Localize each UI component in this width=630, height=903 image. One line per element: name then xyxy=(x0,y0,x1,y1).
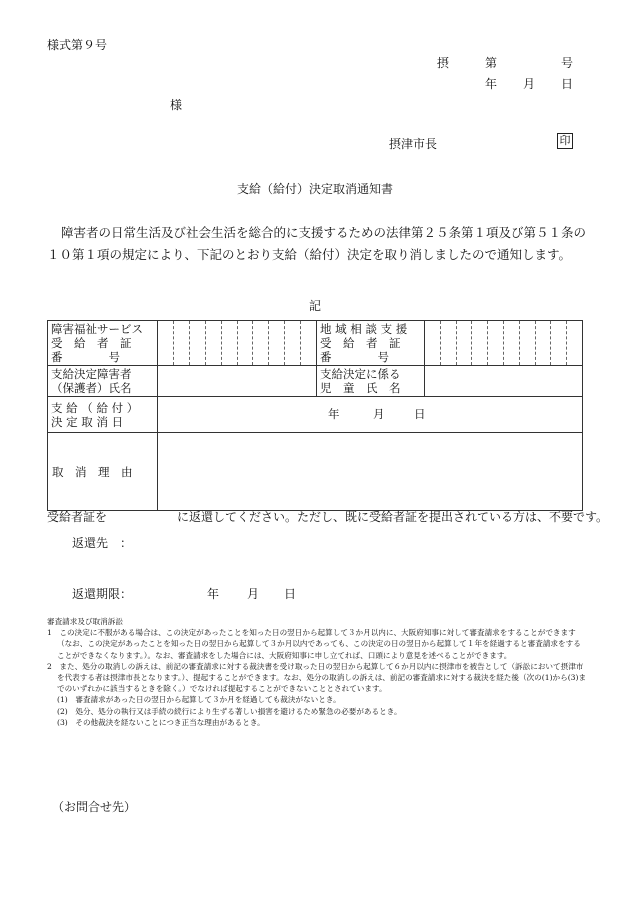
label-line: 支 給 （ 給 付 ） xyxy=(51,400,139,415)
body-line-2: １０第１項の規定により、下記のとおり支給（給付）決定を取り消しましたので通知します。 xyxy=(47,247,572,262)
deadline-day: 日 xyxy=(284,587,297,601)
label-line: 障害福祉サービス xyxy=(51,322,143,336)
regional-support-certificate-number-field[interactable] xyxy=(425,321,583,366)
cancel-month: 月 xyxy=(373,407,385,421)
cancel-reason-field[interactable] xyxy=(158,433,583,511)
cancel-date-label xyxy=(48,397,158,433)
return-note-part2: に返還してください。ただし、既に受給者証を提出されている方は、不要です。 xyxy=(177,510,609,524)
regional-support-certificate-label xyxy=(317,321,425,366)
return-destination: 返還先 ： xyxy=(72,536,133,550)
form-number: 様式第９号 xyxy=(47,38,108,52)
label-line: 受 給 者 証 xyxy=(51,336,132,350)
deadline-year: 年 xyxy=(207,587,220,601)
notice-sub-1: (1) 審査請求があった日の翌日から起算して３か月を経過しても裁決がないとき。 xyxy=(57,695,341,705)
label-line: （保護者）氏名 xyxy=(51,381,132,395)
guardian-name-label xyxy=(48,366,158,397)
cancel-date-field[interactable] xyxy=(158,397,583,433)
label-line: 地 域 相 談 支 援 xyxy=(320,322,408,336)
issue-date-line xyxy=(485,75,575,89)
label-line: 番 号 xyxy=(51,350,120,364)
notice-sub-3: (3) その他裁決を経ないことにつき正当な理由があるとき。 xyxy=(57,717,265,727)
return-deadline-label: 返還期限： xyxy=(72,587,133,601)
label-line: 児 童 氏 名 xyxy=(320,381,401,395)
cancel-day: 日 xyxy=(414,407,426,421)
body-paragraph xyxy=(47,222,587,266)
ki-heading: 記 xyxy=(308,299,321,313)
child-name-field[interactable] xyxy=(425,366,583,397)
return-note-part1: 受給者証を xyxy=(47,510,108,524)
doc-go: 号 xyxy=(561,56,574,70)
issue-day: 日 xyxy=(561,77,574,91)
issue-year: 年 xyxy=(485,77,498,91)
label-line: 支給決定障害者 xyxy=(51,367,132,381)
table-row-reason xyxy=(48,433,583,511)
body-line-1: 障害者の日常生活及び社会生活を総合的に支援するための法律第２５条第１項及び第５１条の xyxy=(61,225,587,240)
table-row-certificate xyxy=(48,321,583,366)
document-title: 支給（給付）決定取消通知書 xyxy=(236,182,393,196)
cancel-reason-label xyxy=(48,433,158,511)
notice-item-2: 2 また、処分の取消しの訴えは、前記の審査請求に対する裁決書を受け取った日の翌日から起算して６か月以内に摂津市を被告として（訴訟において摂津市を代表する者は摂津市長となります。）、提起することができます。なお、処分の取消しの訴えは、前記の審査請求に対する裁決を経た後（次の(1)から(3)までのいずれかに該当するときを除く。）でなければ提起することができないこととされています。 xyxy=(47,661,587,694)
notice-sub-2: (2) 処分、処分の執行又は手続の続行により生ずる著しい損害を避けるため緊急の必要があるとき。 xyxy=(57,706,402,716)
service-certificate-label xyxy=(48,321,158,366)
doc-prefix: 摂 xyxy=(437,56,450,70)
notice-heading: 審査請求及び取消訴訟 xyxy=(47,617,123,626)
addressee-suffix: 様 xyxy=(170,98,183,112)
deadline-month: 月 xyxy=(247,587,260,601)
contact-heading: （お問合せ先） xyxy=(52,800,137,814)
label-line: 支給決定に係る xyxy=(320,367,401,381)
cancel-year: 年 xyxy=(328,407,340,421)
seal-stamp: 印 xyxy=(557,133,573,149)
appeal-notice xyxy=(47,616,587,728)
label-line: 番 号 xyxy=(320,350,389,364)
service-certificate-number-field[interactable] xyxy=(158,321,317,366)
guardian-name-field[interactable] xyxy=(158,366,317,397)
issuer-name: 摂津市長 xyxy=(389,137,438,151)
issue-month: 月 xyxy=(523,77,536,91)
details-table xyxy=(47,320,583,511)
label-line: 受 給 者 証 xyxy=(320,336,401,350)
table-row-cancel-date xyxy=(48,397,583,433)
child-name-label xyxy=(317,366,425,397)
return-deadline-line xyxy=(72,585,312,599)
notice-item-1: 1 この決定に不服がある場合は、この決定があったことを知った日の翌日から起算して３か月以内に、大阪府知事に対して審査請求をすることができます（なお、この決定があったことを知った日の翌日から起算して３か月以内であっても、この決定の日の翌日から起算して１年を経過すると審査請求をすることができなくなります。）。なお、審査請求をした場合には、大阪府知事に申し立てれば、口頭により意見を述べることができます。 xyxy=(47,628,581,660)
table-row-names xyxy=(48,366,583,397)
doc-dai: 第 xyxy=(485,56,498,70)
label-line: 決 定 取 消 日 xyxy=(51,414,124,429)
label-line: 取 消 理 由 xyxy=(52,464,133,479)
document-number-line xyxy=(437,54,577,68)
